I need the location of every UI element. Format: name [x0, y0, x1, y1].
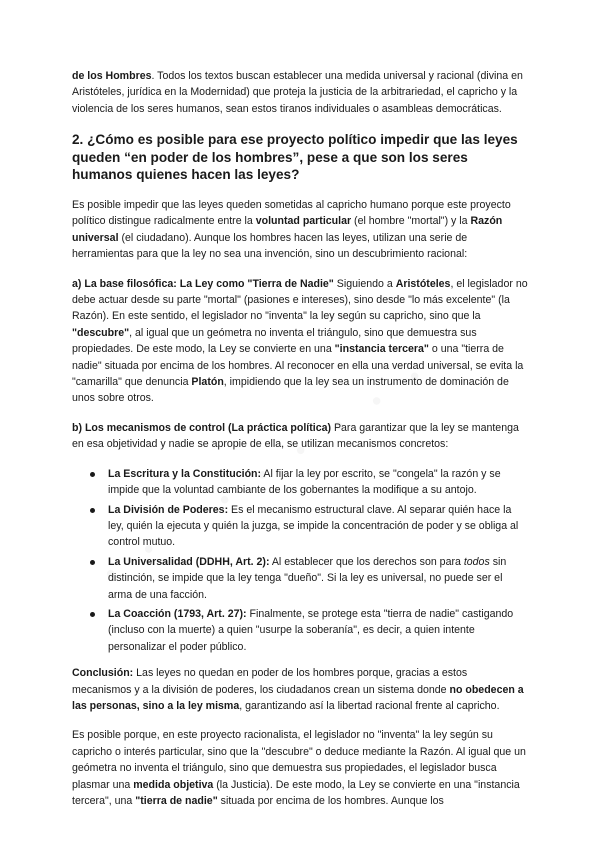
text: Para garantizar que la ley se mantenga en esa objetividad y nadie se apropie de ella, se utilizan mecanismos concretos: [72, 421, 519, 451]
bold-text: de los Hombres [72, 70, 152, 82]
paragraph-a [72, 276, 528, 407]
text: Finalmente, se protege esta "tierra de nadie" castigando (incluso con la muerte) a quien "usurpe la soberanía", es decir, a quien intente personalizar el poder público. [108, 607, 514, 653]
text: (el ciudadano). Aunque los hombres hacen las leyes, utilizan una serie de herramientas para que la ley no sea una invención, sino un descubrimiento racional: [72, 231, 468, 261]
section-heading: 2. ¿Cómo es posible para ese proyecto político impedir que las leyes queden “en poder de los hombres”, pese a que son los seres humanos quienes hacen las leyes? [72, 132, 518, 183]
document-body [72, 68, 528, 822]
bold-text: Platón [191, 376, 224, 389]
text: (el hombre "mortal") y la [351, 215, 471, 228]
paragraph-answer [72, 197, 528, 263]
subheading-a: a) La base filosófica: La Ley como "Tierra de Nadie" [72, 277, 334, 290]
bold-text: "descubre" [72, 326, 130, 339]
list-item [108, 554, 528, 603]
text: . Todos los textos buscan establecer una medida universal y racional (divina en Aristóteles, jurídica en la Modernidad) que proteja la justicia de la arbitrariedad, el capricho y la violencia de los seres humanos, sean estos tiranos individuales o asambleas democráticas. [72, 70, 523, 115]
italic-text: todos [463, 555, 490, 568]
bold-text: Aristóteles [395, 277, 451, 290]
text: , al igual que un geómetra no inventa el triángulo, sino que demuestra sus propiedades. De este modo, la Ley se convierte en una [72, 326, 477, 356]
text: , impidiendo que la ley sea un instrumento de dominación de unos sobre otros. [72, 376, 509, 405]
paragraph-final [72, 727, 528, 809]
paragraph-intro [72, 68, 528, 117]
bold-text: La Coacción (1793, Art. 27): [108, 607, 247, 620]
list-item [108, 606, 528, 655]
text: , garantizando así la libertad racional frente al capricho. [239, 699, 500, 712]
bold-text: Razón universal [72, 215, 503, 244]
text: situada por encima de los hombres. Aunque los [217, 795, 444, 807]
text: Es posible impedir que las leyes queden sometidas al capricho humano porque este proyecto político distingue radicalmente entre la [72, 199, 511, 228]
text: Al establecer que los derechos son para [269, 555, 464, 568]
text: Al fijar la ley por escrito, se "congela" la razón y se impide que la voluntad cambiante de los gobernantes la modifique a su antojo. [108, 467, 501, 497]
bold-text: medida objetiva [133, 778, 214, 791]
text: Las leyes no quedan en poder de los hombres porque, gracias a estos mecanismos y a la división de poderes, los ciudadanos crean un sistema donde [72, 667, 468, 696]
subheading-b: b) Los mecanismos de control (La práctica política) [72, 421, 332, 434]
bold-text: no obedecen a las personas, sino a la ley misma [72, 683, 524, 712]
bold-text: voluntad particular [255, 215, 352, 228]
text: Es el mecanismo estructural clave. Al separar quién hace la ley, quién la ejecuta y quién la juzga, se impide la concentración de poder y se obliga al control mutuo. [108, 503, 519, 549]
bullet-list [72, 466, 528, 655]
paragraph-b [72, 420, 528, 453]
text: Es posible porque, en este proyecto racionalista, el legislador no "inventa" la ley según su capricho o interés particular, sino que la "descubre" o deduce mediante la Razón. Al igual que un geómetra no inventa el triángulo, sino que demuestra sus propiedades, el legislador busca plasmar una [72, 729, 526, 791]
text: Siguiendo a [333, 277, 396, 290]
text: o una "tierra de nadie" situada por encima de los hombres. Al reconocer en ella una verdad universal, se evita la "camarilla" que denuncia [72, 343, 524, 389]
list-item [108, 466, 528, 499]
text: (la Justicia). De este modo, la Ley se convierte en una "instancia tercera", una [72, 778, 520, 807]
text: , el legislador no debe actuar desde su parte "mortal" (pasiones e intereses), sino desde "lo más excelente" (la Razón). En este sentido, el legislador no "inventa" la ley según su capricho, sino que la [72, 277, 528, 323]
text: sin distinción, se impide que la ley tenga "dueño". Si la ley es universal, no puede ser el arma de una facción. [108, 555, 507, 601]
bold-text: "tierra de nadie" [135, 795, 218, 807]
bold-text: La Universalidad (DDHH, Art. 2): [108, 555, 270, 568]
list-item [108, 502, 528, 551]
bold-text: Conclusión: [72, 667, 134, 680]
bold-text: La División de Poderes: [108, 503, 229, 516]
paragraph-conclusion [72, 665, 528, 714]
bold-text: "instancia tercera" [334, 343, 429, 356]
bold-text: La Escritura y la Constitución: [108, 467, 262, 480]
